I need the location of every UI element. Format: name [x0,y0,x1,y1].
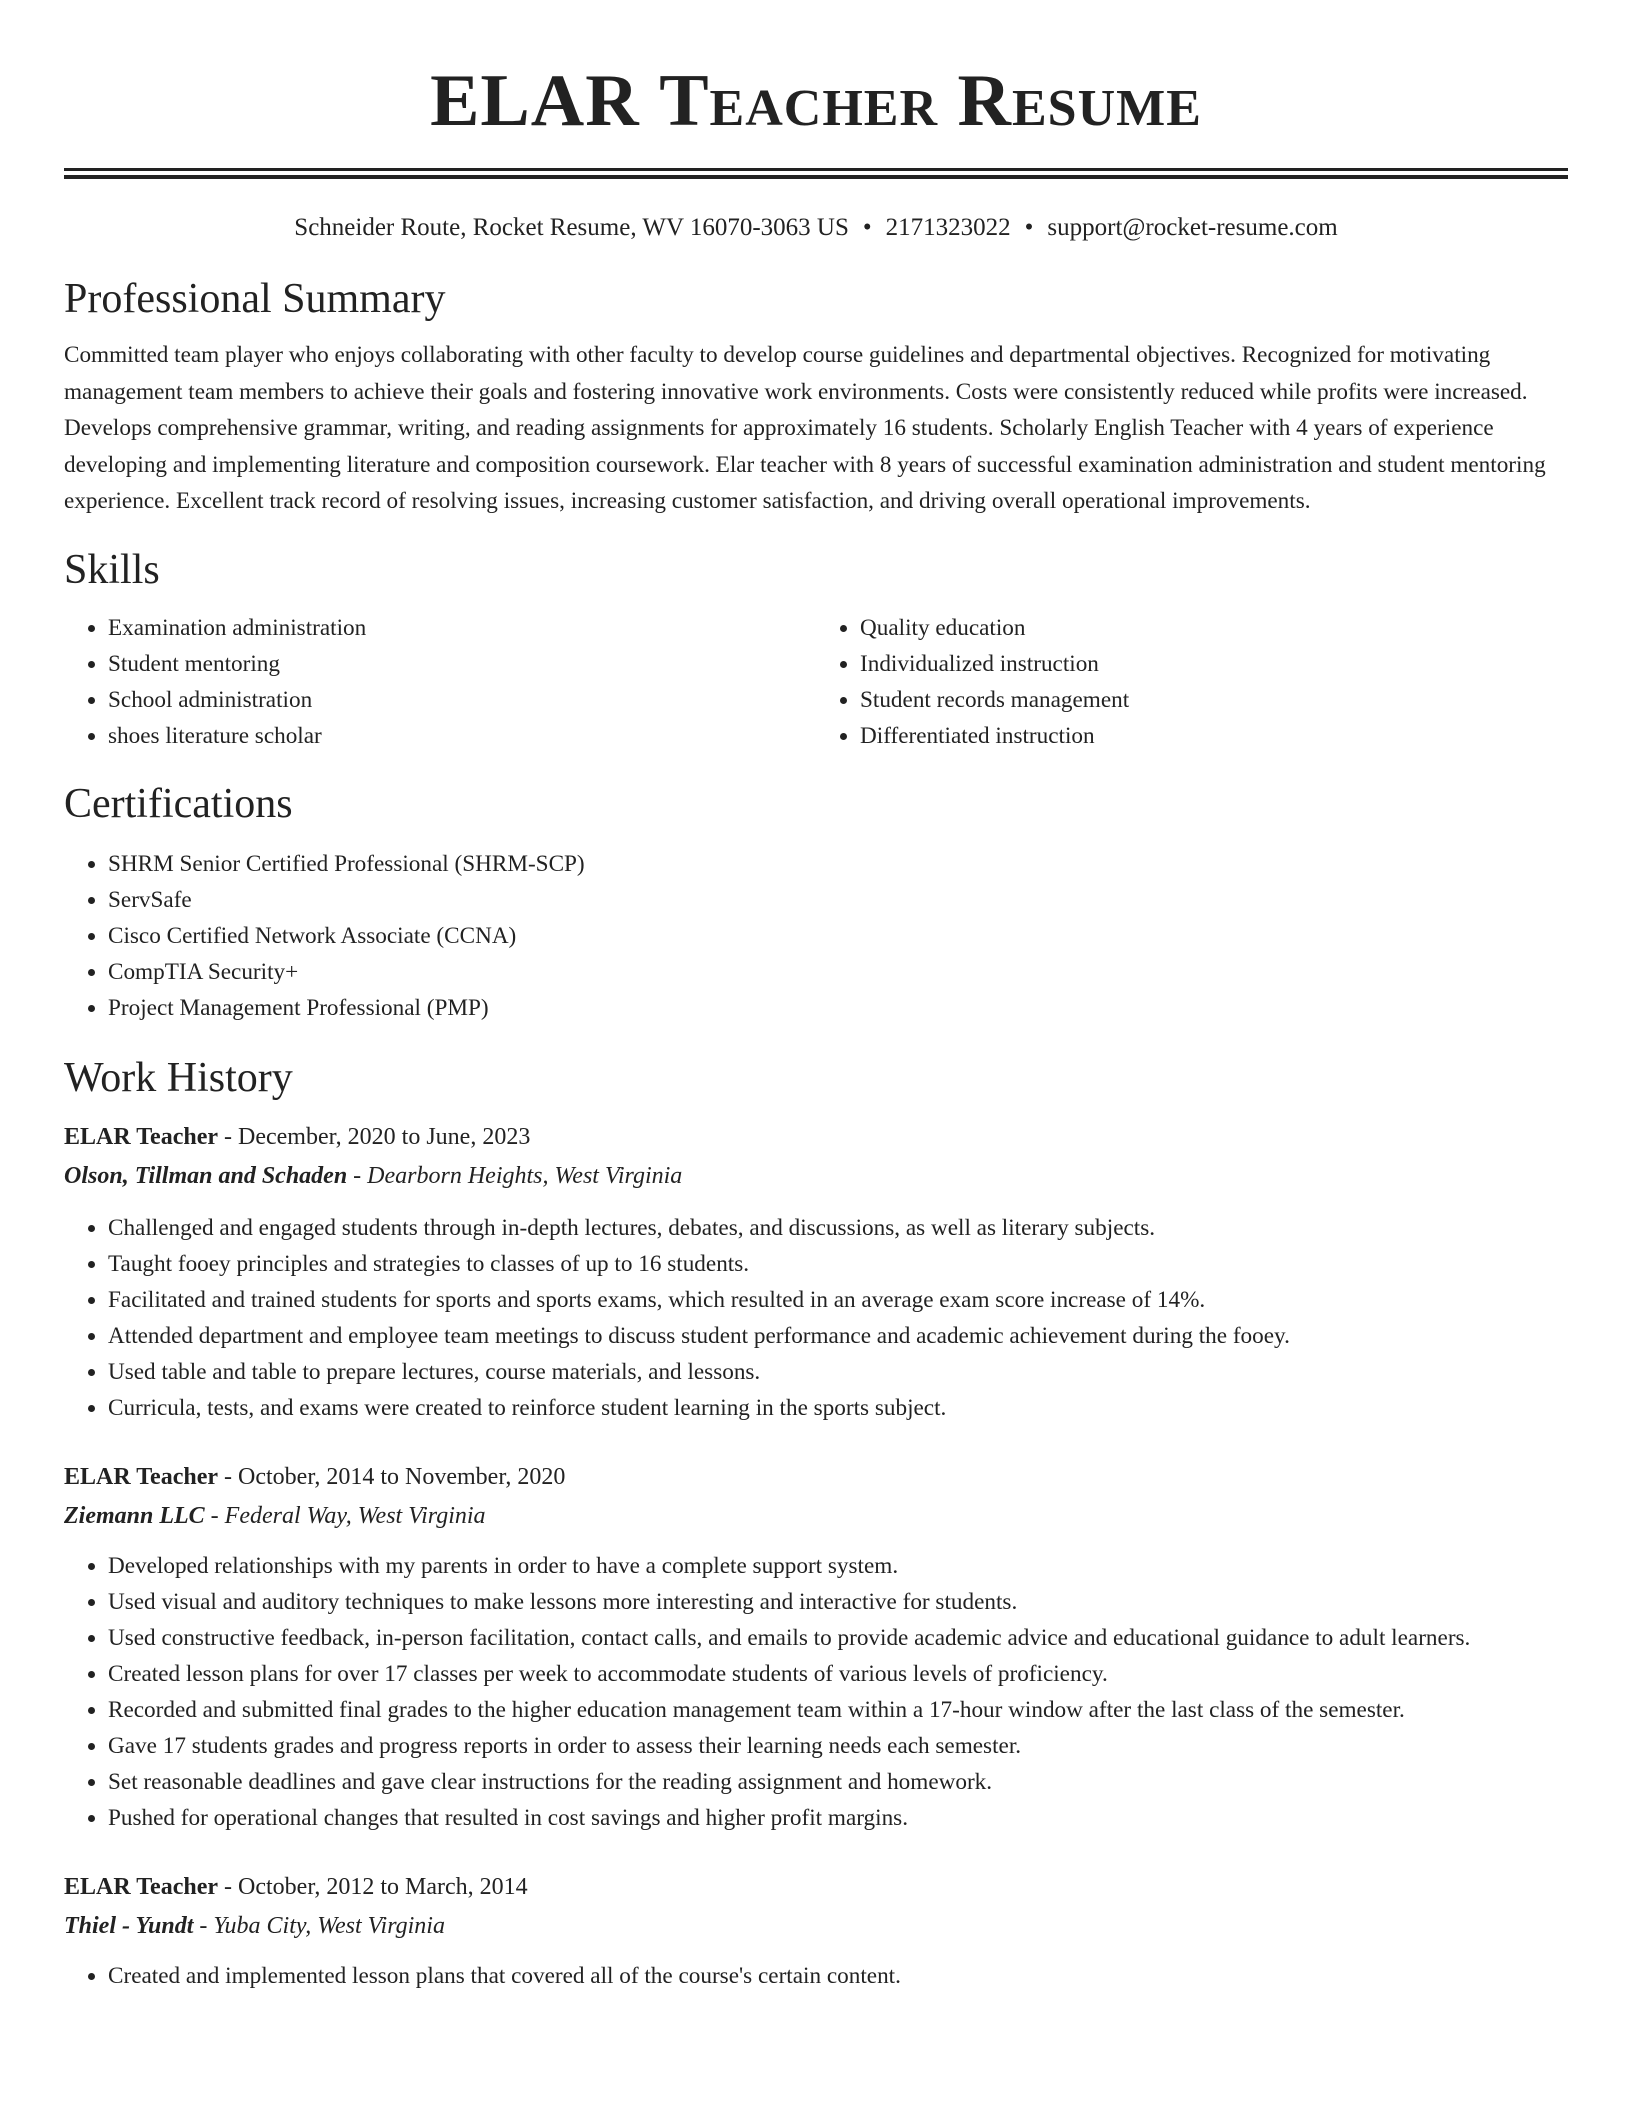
title-part-1: ELAR [430,60,660,142]
contact-separator: • [1024,214,1034,241]
job-title: ELAR Teacher [64,1873,219,1900]
job-duty-item: • Gave 17 students grades and progress reports in order to assess their learning needs each semester. [108,1728,1568,1764]
job-entry [64,1868,1568,1994]
contact-line [64,211,1568,245]
job-dash: - [204,1502,225,1529]
job-duties [64,1958,1568,1994]
job-company-line [64,1906,1568,1946]
job-header [64,1118,1568,1156]
job-duty-item: • Attended department and employee team meetings to discuss student performance and academic achievement during the fooey. [108,1318,1568,1354]
job-dates: December, 2020 to June, 2023 [238,1123,531,1150]
job-company: Thiel - Yundt [64,1912,194,1939]
job-dash: - [193,1912,214,1939]
contact-phone: 2171323022 [885,214,1011,241]
certification-item: • Cisco Certified Network Associate (CCNA) [108,918,1568,954]
skill-item: • shoes literature scholar [108,718,816,754]
title-divider [64,168,1568,179]
job-duty-item: • Taught fooey principles and strategies to classes of up to 16 students. [108,1246,1568,1282]
job-location: Dearborn Heights, West Virginia [367,1162,683,1189]
skill-item: • Quality education [860,610,1568,646]
job-duty-item: • Used table and table to prepare lectures, course materials, and lessons. [108,1354,1568,1390]
job-dates: October, 2014 to November, 2020 [238,1463,566,1490]
certification-item: • CompTIA Security+ [108,954,1568,990]
job-title: ELAR Teacher [64,1123,219,1150]
skill-item: • Student records management [860,682,1568,718]
job-duty-item: • Created lesson plans for over 17 classes per week to accommodate students of various levels of proficiency. [108,1656,1568,1692]
skills-heading: Skills [64,546,160,593]
summary-section [64,273,1568,520]
skill-item: • Differentiated instruction [860,718,1568,754]
certifications-heading: Certifications [64,780,293,827]
job-duty-item: • Facilitated and trained students for sports and sports exams, which resulted in an average exam score increase of 14%. [108,1282,1568,1318]
skill-item: • Examination administration [108,610,816,646]
skills-grid [64,610,1568,754]
skills-section [64,544,1568,754]
contact-email[interactable]: support@rocket-resume.com [1047,214,1338,241]
certifications-list [64,846,1568,1026]
job-company-line [64,1496,1568,1536]
contact-address: Schneider Route, Rocket Resume, WV 16070-3063 US [294,214,849,241]
certification-item: • ServSafe [108,882,1568,918]
job-duty-item: • Challenged and engaged students through in-depth lectures, debates, and discussions, as well as literary subjects. [108,1210,1568,1246]
summary-text: Committed team player who enjoys collaborating with other faculty to develop course guidelines and departmental objectives. Recognized for motivating management team members to achieve their goals and fostering innovative work environments. Costs were consistently reduced while profits were increased. Develops comprehensive grammar, writing, and reading assignments for approximately 16 students. Scholarly English Teacher with 4 years of experience developing and implementing literature and composition coursework. Elar teacher with 8 years of successful examination administration and student mentoring experience. Excellent track record of resolving issues, increasing customer satisfaction, and driving overall operational improvements. [64,342,1546,514]
contact-separator: • [862,214,872,241]
job-duty-item: • Curricula, tests, and exams were created to reinforce student learning in the sports subject. [108,1390,1568,1426]
job-title: ELAR Teacher [64,1463,219,1490]
resume-title [64,0,1568,146]
job-duties [64,1210,1568,1426]
job-company-line [64,1156,1568,1196]
job-duties [64,1548,1568,1836]
certification-item: • Project Management Professional (PMP) [108,990,1568,1026]
work-history-heading: Work History [64,1054,293,1101]
job-duty-item: • Used constructive feedback, in-person facilitation, contact calls, and emails to provide academic advice and educational guidance to adult learners. [108,1620,1568,1656]
job-duty-item: • Recorded and submitted final grades to the higher education management team within a 17-hour window after the last class of the semester. [108,1692,1568,1728]
summary-heading: Professional Summary [64,276,446,322]
job-duty-item: • Set reasonable deadlines and gave clear instructions for the reading assignment and homework. [108,1764,1568,1800]
job-dash: - [218,1123,239,1150]
skills-list-left [64,610,816,754]
job-dates: October, 2012 to March, 2014 [238,1873,528,1900]
title-part-3: Resume [957,60,1202,142]
certifications-section [64,778,1568,1026]
job-header [64,1458,1568,1496]
job-duty-item: • Used visual and auditory techniques to make lessons more interesting and interactive for students. [108,1584,1568,1620]
job-entry [64,1458,1568,1836]
skill-item: • Individualized instruction [860,646,1568,682]
job-duty-item: • Developed relationships with my parents in order to have a complete support system. [108,1548,1568,1584]
job-location: Yuba City, West Virginia [213,1912,445,1939]
job-header [64,1868,1568,1906]
skill-item: • School administration [108,682,816,718]
job-duty-item: • Created and implemented lesson plans that covered all of the course's certain content. [108,1958,1568,1994]
job-dash: - [218,1463,239,1490]
job-company: Olson, Tillman and Schaden [64,1162,348,1189]
title-part-2: Teacher [659,60,958,142]
skill-item: • Student mentoring [108,646,816,682]
job-location: Federal Way, West Virginia [224,1502,486,1529]
resume-page [64,0,1568,1994]
job-dash: - [218,1873,239,1900]
job-duty-item: • Pushed for operational changes that resulted in cost savings and higher profit margins. [108,1800,1568,1836]
skills-list-right [816,610,1568,754]
work-history-section [64,1052,1568,1994]
job-entry [64,1118,1568,1426]
job-company: Ziemann LLC [64,1502,205,1529]
job-dash: - [347,1162,368,1189]
certification-item: • SHRM Senior Certified Professional (SHRM-SCP) [108,846,1568,882]
